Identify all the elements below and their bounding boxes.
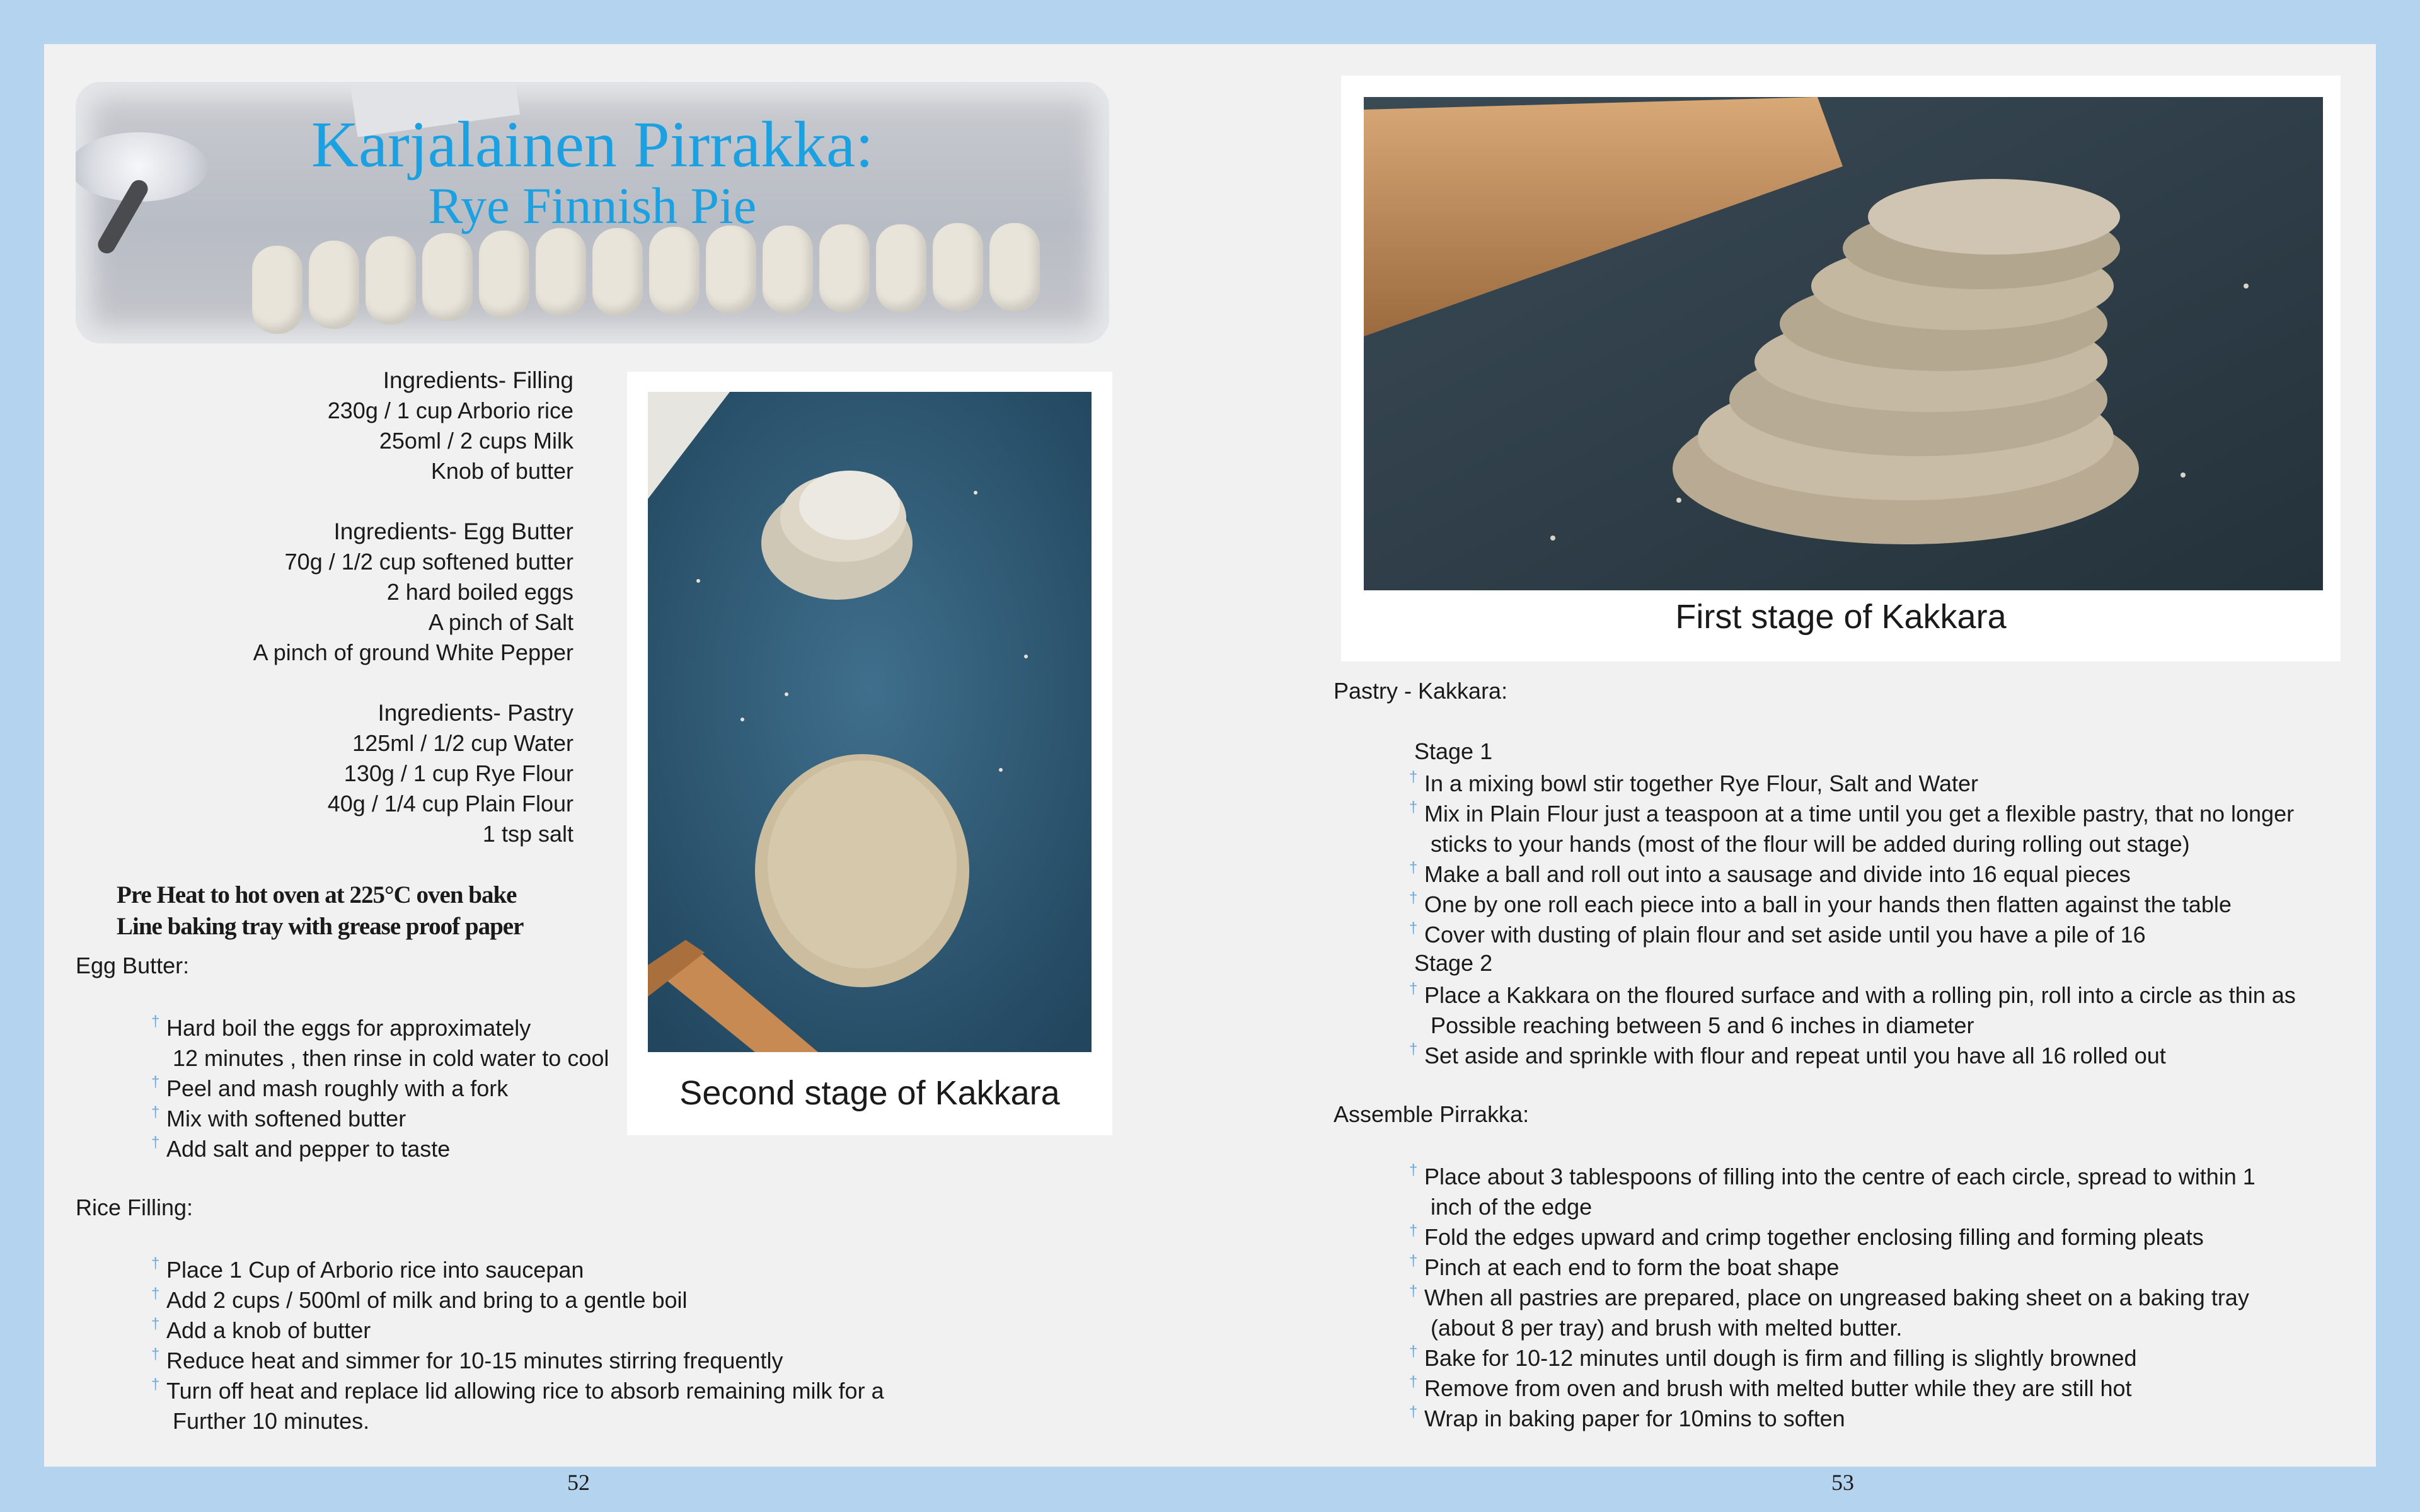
title-banner bbox=[76, 82, 1109, 343]
dagger-bullet-icon: † bbox=[1409, 1252, 1418, 1269]
first-stage-caption: First stage of Kakkara bbox=[1675, 598, 2007, 636]
egg-butter-steps bbox=[151, 1013, 609, 1164]
dough-piece-image bbox=[309, 241, 359, 329]
dagger-bullet-icon: † bbox=[151, 1255, 160, 1272]
pastry-ingredients-heading: Ingredients- Pastry bbox=[377, 700, 573, 726]
recipe-title: Karjalainen Pirrakka: bbox=[311, 108, 874, 181]
ingredient-line: 70g / 1/2 cup softened butter bbox=[284, 549, 573, 575]
dagger-bullet-icon: † bbox=[1409, 799, 1418, 816]
dough-piece-image bbox=[366, 236, 416, 324]
dough-piece-image bbox=[649, 227, 700, 315]
list-item: † Bake for 10-12 minutes until dough is firm and filling is slightly browned bbox=[1409, 1343, 2256, 1373]
ingredient-line: 125ml / 1/2 cup Water bbox=[352, 730, 573, 756]
list-item: † Hard boil the eggs for approximately 12 minutes , then rinse in cold water to cool bbox=[151, 1013, 609, 1074]
stage1-steps bbox=[1409, 769, 2294, 950]
dagger-bullet-icon: † bbox=[1409, 920, 1418, 937]
dagger-bullet-icon: † bbox=[151, 1074, 160, 1091]
list-item: † One by one roll each piece into a ball in your hands then flatten against the table bbox=[1409, 890, 2294, 920]
list-item: † When all pastries are prepared, place on ungreased baking sheet on a baking tray (about 8 per tray) and brush with melted butter. bbox=[1409, 1283, 2256, 1343]
dagger-bullet-icon: † bbox=[1409, 1162, 1418, 1179]
list-item: † Turn off heat and replace lid allowing rice to absorb remaining milk for a Further 10 minutes. bbox=[151, 1376, 884, 1436]
stage2-steps bbox=[1409, 980, 2296, 1071]
dough-piece-image bbox=[422, 233, 473, 321]
dagger-bullet-icon: † bbox=[1409, 769, 1418, 786]
dagger-bullet-icon: † bbox=[1409, 1343, 1418, 1360]
dough-piece-image bbox=[252, 246, 302, 334]
stage2-label: Stage 2 bbox=[1414, 950, 1493, 976]
ingredient-line: 40g / 1/4 cup Plain Flour bbox=[327, 791, 573, 816]
list-item: † Set aside and sprinkle with flour and repeat until you have all 16 rolled out bbox=[1409, 1041, 2296, 1071]
pastry-heading: Pastry - Kakkara: bbox=[1334, 678, 1508, 704]
kakkara-stack-image bbox=[1364, 97, 2323, 590]
list-item: † Pinch at each end to form the boat shape bbox=[1409, 1252, 2256, 1283]
list-item: † Place 1 Cup of Arborio rice into saucepan bbox=[151, 1255, 884, 1285]
ingredient-line: 230g / 1 cup Arborio rice bbox=[327, 398, 573, 423]
list-item: † Reduce heat and simmer for 10-15 minutes stirring frequently bbox=[151, 1346, 884, 1376]
dagger-bullet-icon: † bbox=[151, 1346, 160, 1363]
ingredients-block bbox=[126, 365, 573, 849]
kakkara-rolled-image bbox=[648, 392, 1092, 1052]
baking-tray-line: Line baking tray with grease proof paper bbox=[117, 913, 524, 940]
dagger-bullet-icon: † bbox=[1409, 859, 1418, 876]
list-item: † Place about 3 tablespoons of filling into the centre of each circle, spread to within 1 inch of the edge bbox=[1409, 1162, 2256, 1222]
dagger-bullet-icon: † bbox=[151, 1104, 160, 1121]
dagger-bullet-icon: † bbox=[1409, 1404, 1418, 1421]
rice-filling-heading: Rice Filling: bbox=[76, 1194, 193, 1220]
second-stage-caption: Second stage of Kakkara bbox=[679, 1074, 1060, 1112]
assemble-heading: Assemble Pirrakka: bbox=[1334, 1101, 1530, 1127]
dagger-bullet-icon: † bbox=[1409, 1222, 1418, 1239]
dough-piece-image bbox=[706, 226, 756, 314]
egg-butter-ingredients-heading: Ingredients- Egg Butter bbox=[333, 518, 573, 544]
ingredient-line: 130g / 1 cup Rye Flour bbox=[343, 760, 573, 786]
dough-piece-image bbox=[933, 223, 983, 311]
recipe-subtitle: Rye Finnish Pie bbox=[428, 177, 757, 234]
stage1-label: Stage 1 bbox=[1414, 738, 1493, 764]
dagger-bullet-icon: † bbox=[151, 1315, 160, 1332]
list-item: † Add salt and pepper to taste bbox=[151, 1134, 609, 1164]
list-item: † Make a ball and roll out into a sausage and divide into 16 equal pieces bbox=[1409, 859, 2294, 890]
ingredient-line: Knob of butter bbox=[430, 458, 573, 484]
first-stage-photo bbox=[1364, 97, 2323, 590]
list-item: † Place a Kakkara on the floured surface and with a rolling pin, roll into a circle as thin as Possible reaching between 5 and 6 inches in diameter bbox=[1409, 980, 2296, 1041]
dagger-bullet-icon: † bbox=[151, 1013, 160, 1030]
page-number-left: 52 bbox=[567, 1470, 590, 1495]
ingredient-line: 1 tsp salt bbox=[482, 821, 573, 847]
first-stage-photo-frame bbox=[1341, 76, 2341, 662]
dagger-bullet-icon: † bbox=[1409, 890, 1418, 907]
list-item: † Remove from oven and brush with melted butter while they are still hot bbox=[1409, 1373, 2256, 1404]
list-item: † Mix in Plain Flour just a teaspoon at a time until you get a flexible pastry, that no longer sticks to your hands (most of the flour will be added during rolling out stage) bbox=[1409, 799, 2294, 859]
preheat-note bbox=[117, 879, 523, 942]
ingredient-line: 2 hard boiled eggs bbox=[386, 579, 573, 605]
second-stage-photo-frame bbox=[627, 372, 1112, 1135]
ingredient-line: 25oml / 2 cups Milk bbox=[379, 428, 573, 454]
dough-piece-image bbox=[536, 228, 586, 316]
page-number-right: 53 bbox=[1831, 1470, 1854, 1495]
ingredient-line: A pinch of ground White Pepper bbox=[253, 639, 573, 665]
dagger-bullet-icon: † bbox=[1409, 1373, 1418, 1390]
dagger-bullet-icon: † bbox=[1409, 980, 1418, 997]
dough-piece-image bbox=[876, 224, 926, 312]
dough-piece-image bbox=[592, 228, 643, 316]
list-item: † In a mixing bowl stir together Rye Flour, Salt and Water bbox=[1409, 769, 2294, 799]
dough-piece-image bbox=[819, 224, 870, 312]
dagger-bullet-icon: † bbox=[151, 1376, 160, 1393]
dough-piece-image bbox=[989, 223, 1040, 311]
assemble-steps bbox=[1409, 1162, 2256, 1434]
dagger-bullet-icon: † bbox=[1409, 1283, 1418, 1300]
dagger-bullet-icon: † bbox=[151, 1285, 160, 1302]
egg-butter-heading: Egg Butter: bbox=[76, 953, 190, 978]
dough-piece-image bbox=[763, 226, 813, 314]
list-item: † Fold the edges upward and crimp together enclosing filling and forming pleats bbox=[1409, 1222, 2256, 1252]
list-item: † Add 2 cups / 500ml of milk and bring to a gentle boil bbox=[151, 1285, 884, 1315]
second-stage-photo bbox=[648, 392, 1092, 1052]
ingredient-line: A pinch of Salt bbox=[428, 609, 573, 635]
dagger-bullet-icon: † bbox=[151, 1134, 160, 1151]
list-item: † Add a knob of butter bbox=[151, 1315, 884, 1346]
list-item: † Mix with softened butter bbox=[151, 1104, 609, 1134]
dough-piece-image bbox=[479, 231, 529, 319]
dagger-bullet-icon: † bbox=[1409, 1041, 1418, 1058]
preheat-line: Pre Heat to hot oven at 225°C oven bake bbox=[117, 881, 517, 908]
rice-filling-steps bbox=[151, 1255, 884, 1436]
filling-ingredients-heading: Ingredients- Filling bbox=[383, 367, 573, 393]
list-item: † Peel and mash roughly with a fork bbox=[151, 1074, 609, 1104]
list-item: † Cover with dusting of plain flour and set aside until you have a pile of 16 bbox=[1409, 920, 2294, 950]
list-item: † Wrap in baking paper for 10mins to soften bbox=[1409, 1404, 2256, 1434]
